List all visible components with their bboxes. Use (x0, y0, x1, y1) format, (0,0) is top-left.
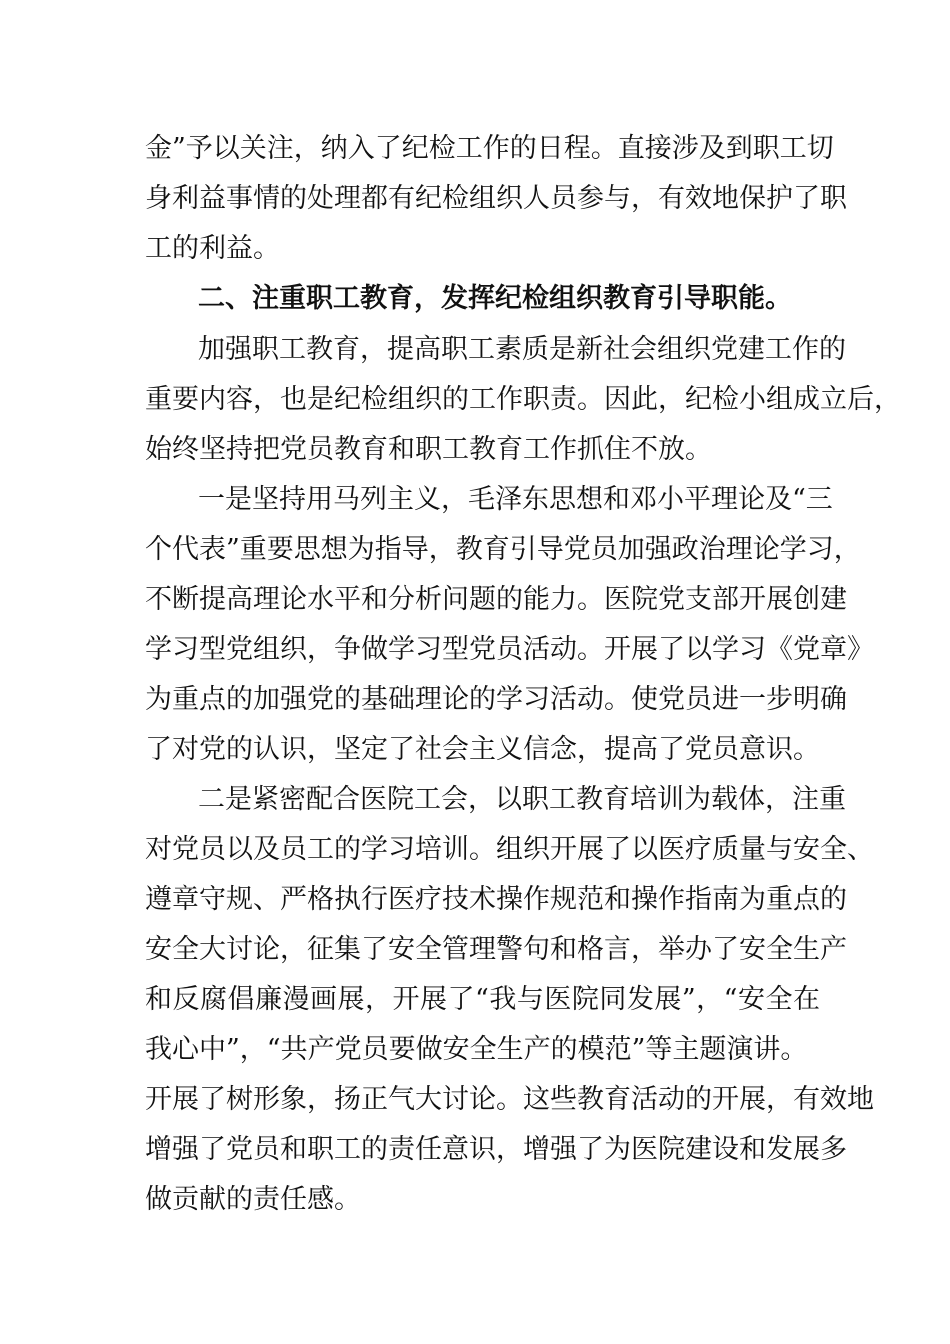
text-line: 开展了树形象，扬正气大讨论。这些教育活动的开展，有效地 (145, 1084, 874, 1115)
text-line: 学习型党组织，争做学习型党员活动。开展了以学习《党章》 (145, 634, 874, 665)
text-line: 为重点的加强党的基础理论的学习活动。使党员进一步明确 (145, 684, 847, 715)
text-line: 个代表”重要思想为指导，教育引导党员加强政治理论学习， (145, 534, 861, 565)
text-line: 身利益事情的处理都有纪检组织人员参与，有效地保护了职 (145, 183, 847, 214)
text-line: 重要内容，也是纪检组织的工作职责。因此，纪检小组成立后， (145, 384, 901, 415)
text-line: 二是紧密配合医院工会，以职工教育培训为载体，注重 (198, 784, 846, 815)
text-line: 增强了党员和职工的责任意识，增强了为医院建设和发展多 (145, 1134, 847, 1165)
text-line: 对党员以及员工的学习培训。组织开展了以医疗质量与安全、 (145, 834, 874, 865)
text-line: 不断提高理论水平和分析问题的能力。医院党支部开展创建 (145, 584, 847, 615)
text-line: 我心中”，“共产党员要做安全生产的模范”等主题演讲。 (145, 1034, 808, 1065)
text-line: 了对党的认识，坚定了社会主义信念，提高了党员意识。 (145, 734, 820, 765)
section-heading: 二、注重职工教育，发挥纪检组织教育引导职能。 (198, 283, 792, 314)
text-line: 做贡献的责任感。 (145, 1184, 361, 1215)
text-line: 和反腐倡廉漫画展，开展了“我与医院同发展”，“安全在 (145, 984, 820, 1015)
text-line: 遵章守规、严格执行医疗技术操作规范和操作指南为重点的 (145, 884, 847, 915)
text-line: 加强职工教育，提高职工素质是新社会组织党建工作的 (198, 334, 846, 365)
text-line: 始终坚持把党员教育和职工教育工作抓住不放。 (145, 434, 712, 465)
text-line: 一是坚持用马列主义，毛泽东思想和邓小平理论及“三 (198, 484, 833, 515)
text-line: 金”予以关注，纳入了纪检工作的日程。直接涉及到职工切 (145, 133, 834, 164)
text-line: 安全大讨论，征集了安全管理警句和格言，举办了安全生产 (145, 934, 847, 965)
text-line: 工的利益。 (145, 233, 280, 264)
